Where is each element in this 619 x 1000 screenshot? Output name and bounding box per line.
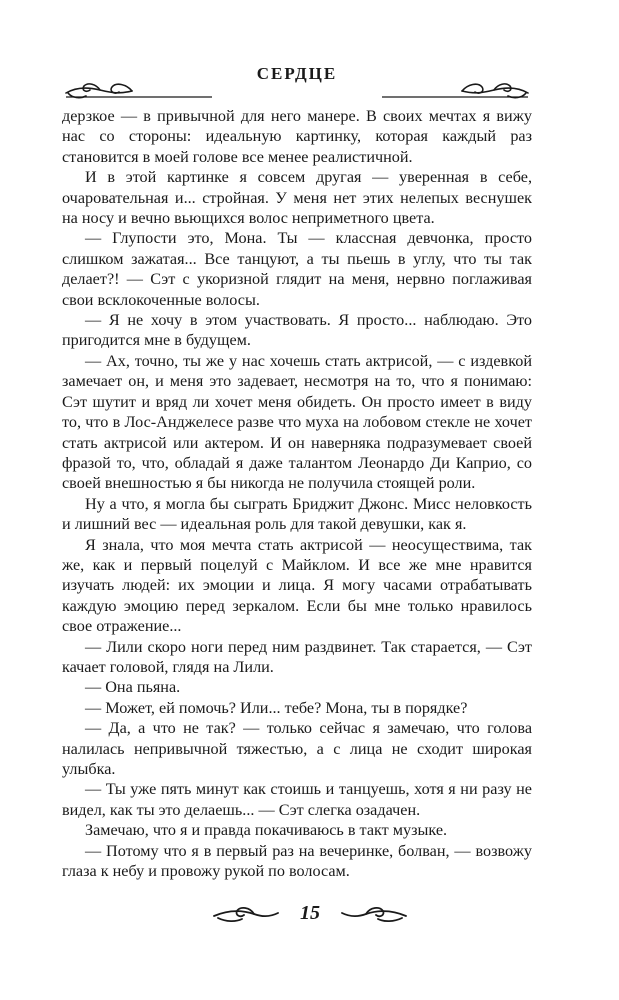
paragraph: — Да, а что не так? — только сейчас я замечаю, что голова налилась непривычной тяжестью, а с лица не сходит широкая улыбка. bbox=[62, 719, 532, 778]
paragraph: — Ты уже пять минут как стоишь и танцуешь, хотя я ни разу не видел, как ты это делаешь... — Сэт слегка озадачен. bbox=[62, 780, 532, 819]
paragraph: — Я не хочу в этом участвовать. Я просто... наблюдаю. Это пригодится мне в будущем. bbox=[62, 311, 532, 350]
paragraph: Ну а что, я могла бы сыграть Бриджит Джонс. Мисс неловкость и лишний вес — идеальная роль для такой девушки, как я. bbox=[62, 494, 532, 534]
paragraph: Замечаю, что я и правда покачиваюсь в такт музыке. bbox=[85, 821, 448, 840]
paragraph: — Лили скоро ноги перед ним раздвинет. Так старается, — Сэт качает головой, глядя на Лили. bbox=[62, 637, 532, 676]
page-body bbox=[62, 106, 532, 881]
paragraph: — Ах, точно, ты же у нас хочешь стать актрисой, — с издевкой замечает он, и меня это задевает, несмотря на то, что я понимаю: Сэт шутит и вряд ли хочет меня обидеть. Он просто имеет в виду то, что в Лос-Анджелесе разве что муха на лобовом стекле не хочет стать актрисой или актером. И он наверняка подразумевает своей фразой то, что, обладай я даже талантом Леонардо Ди Каприо, со своей внешностью я бы никогда не получила стоящей роли. bbox=[62, 351, 532, 493]
chapter-title: СЕРДЦЕ bbox=[256, 64, 338, 83]
paragraph: — Она пьяна. bbox=[85, 678, 181, 697]
paragraph: Я знала, что моя мечта стать актрисой — неосуществима, так же, как и первый поцелуй с Майклом. И все же мне нравится изучать людей: их эмоции и лица. Я могу часами отрабатывать каждую эмоцию перед зеркалом. Если бы мне только нравилось свое отражение... bbox=[62, 535, 532, 636]
paragraph: дерзкое — в привычной для него манере. В своих мечтах я вижу нас со стороны: идеальную картинку, которая каждый раз становится в моей голове все менее реалистичной. bbox=[62, 107, 532, 166]
page-footer bbox=[210, 900, 410, 930]
running-header bbox=[62, 64, 532, 104]
paragraph: — Может, ей помочь? Или... тебе? Мона, ты в порядке? bbox=[85, 698, 468, 717]
paragraph: — Потому что я в первый раз на вечеринке, болван, — возвожу глаза к небу и провожу рукой по волосам. bbox=[62, 841, 532, 881]
paragraph: И в этой картинке я совсем другая — уверенная в себе, очаровательная и... стройная. У меня нет этих нелепых веснушек на носу и вечно вьющихся волос неприметного цвета. bbox=[62, 168, 532, 228]
paragraph: — Глупости это, Мона. Ты — классная девчонка, просто слишком зажатая... Все танцуют, а ты пьешь в углу, что ты так делает?! — Сэт с укоризной глядит на меня, нервно поглаживая свои всклокоченные волосы. bbox=[62, 229, 532, 309]
page-number: 15 bbox=[300, 902, 320, 924]
